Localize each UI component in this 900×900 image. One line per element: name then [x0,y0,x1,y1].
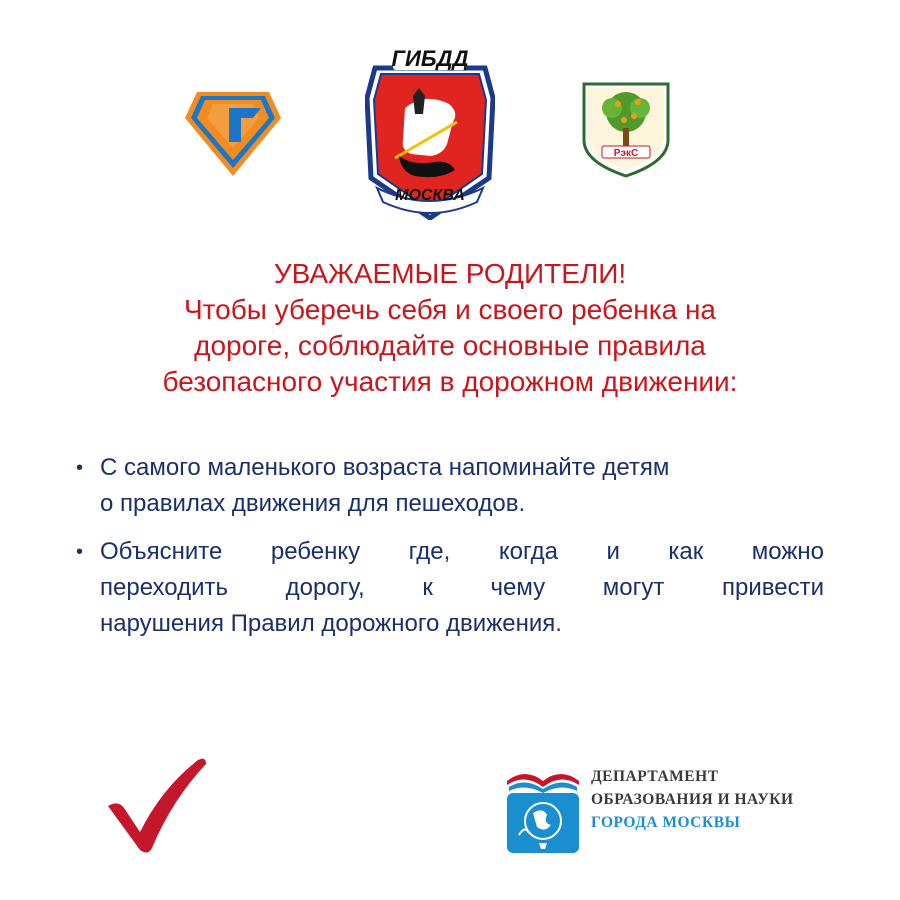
department-line: ОБРАЗОВАНИЯ И НАУКИ [591,791,794,808]
rule-line: о правилах движения для пешеходов. [100,490,526,517]
emblem-top-text: ГИБДД [391,46,469,71]
department-line: ГОРОДА МОСКВЫ [591,814,741,831]
rules-list [72,450,824,654]
logos-row [0,0,900,230]
headline-line: дороге, соблюдайте основные правила [194,330,706,361]
gibdd-moscow-emblem [365,38,495,220]
rule-line: переходить дорогу, к чему могут привести [100,574,824,601]
bullet: • [76,541,84,563]
checkmark-icon [104,758,208,854]
department-emblem-icon [503,765,583,855]
list-item [72,450,824,522]
list-item [72,534,824,642]
headline-line: безопасного участия в дорожном движении: [162,366,738,397]
department-line: ДЕПАРТАМЕНТ [591,768,719,785]
rule-line: С самого маленького возраста напоминайте детям [100,454,670,481]
rule-line: Объясните ребенку где, когда и как можно [100,538,824,565]
headline-line: Чтобы уберечь себя и своего ребенка на [184,294,716,325]
rule-line: нарушения Правил дорожного движения. [100,610,562,637]
partner-shield-logo [183,82,283,182]
headline-title: УВАЖАЕМЫЕ РОДИТЕЛИ! [273,258,627,289]
emblem-bottom-text: МОСКВА [395,187,465,204]
reks-label: РэкС [613,148,639,159]
bullet: • [76,457,84,479]
reks-tree-logo [580,78,672,178]
department-logo [503,765,843,855]
headline [60,256,840,400]
department-name [591,765,794,834]
